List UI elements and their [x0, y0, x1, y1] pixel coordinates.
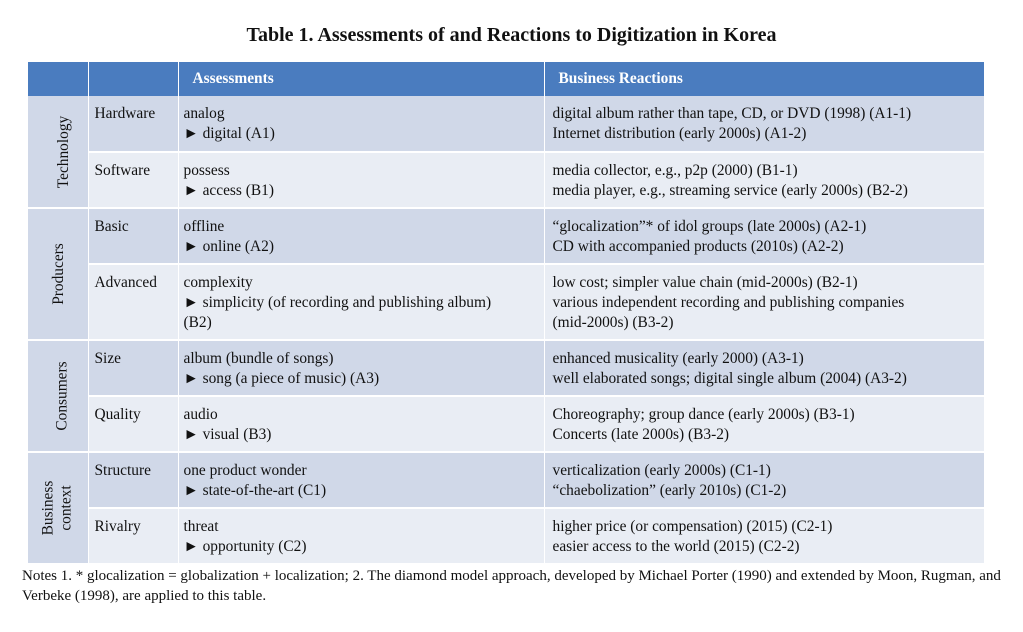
reaction-line: (mid-2000s) (B3-2) — [552, 314, 674, 331]
reaction-cell — [544, 340, 984, 396]
group-label: Consumers — [53, 361, 71, 431]
group-label: Business — [39, 480, 57, 535]
assessment-line: ► online (A2) — [183, 238, 274, 255]
assessment-line: possess — [183, 162, 230, 179]
reaction-cell — [544, 96, 984, 152]
header-business-reactions: Business Reactions — [544, 62, 984, 96]
row-label: Basic — [88, 208, 178, 264]
header-row — [28, 62, 984, 96]
assessment-line: offline — [183, 218, 225, 235]
digitization-table — [28, 62, 984, 565]
group-business-context — [28, 452, 88, 564]
reaction-line: media player, e.g., streaming service (early 2000s) (B2-2) — [552, 182, 908, 199]
assessment-line: ► visual (B3) — [183, 426, 272, 443]
group-technology — [28, 96, 88, 208]
row-label: Size — [88, 340, 178, 396]
reaction-line: verticalization (early 2000s) (C1-1) — [552, 462, 771, 479]
assessment-cell — [178, 208, 544, 264]
assessment-cell — [178, 96, 544, 152]
reaction-line: various independent recording and publishing companies — [552, 294, 905, 311]
row-label: Rivalry — [88, 508, 178, 564]
reaction-line: “glocalization”* of idol groups (late 2000s) (A2-1) — [552, 218, 867, 235]
table-row — [28, 96, 984, 152]
reaction-line: Internet distribution (early 2000s) (A1-2) — [552, 125, 807, 142]
row-label: Software — [88, 152, 178, 208]
assessment-line: ► song (a piece of music) (A3) — [183, 370, 380, 387]
assessment-cell — [178, 508, 544, 564]
reaction-line: higher price (or compensation) (2015) (C2-1) — [552, 518, 833, 535]
assessment-line: complexity — [183, 274, 253, 291]
table-row — [28, 340, 984, 396]
reaction-line: Choreography; group dance (early 2000s) (B3-1) — [552, 406, 855, 423]
table-row — [28, 208, 984, 264]
reaction-cell — [544, 508, 984, 564]
assessment-line: audio — [183, 406, 218, 423]
reaction-line: easier access to the world (2015) (C2-2) — [552, 538, 800, 555]
assessment-cell — [178, 152, 544, 208]
row-label: Advanced — [88, 264, 178, 340]
table-row — [28, 396, 984, 452]
header-blank-2 — [88, 62, 178, 96]
header-blank-1 — [28, 62, 88, 96]
assessment-line: analog — [183, 105, 225, 122]
assessment-line: ► simplicity (of recording and publishing album) — [183, 294, 492, 311]
reaction-line: CD with accompanied products (2010s) (A2-2) — [552, 238, 844, 255]
reaction-line: low cost; simpler value chain (mid-2000s) (B2-1) — [552, 274, 858, 291]
row-label: Structure — [88, 452, 178, 508]
reaction-line: digital album rather than tape, CD, or DVD (1998) (A1-1) — [552, 105, 912, 122]
reaction-cell — [544, 264, 984, 340]
assessment-line: threat — [183, 518, 219, 535]
reaction-line: media collector, e.g., p2p (2000) (B1-1) — [552, 162, 798, 179]
reaction-line: enhanced musicality (early 2000) (A3-1) — [552, 350, 804, 367]
table-notes: Notes 1. * glocalization = globalization + localization; 2. The diamond model approach, developed by Michael Porter (1990) and extended by Moon, Rugman, and Verbeke (1998), are applied to this table. — [22, 568, 1001, 604]
header-assessments: Assessments — [178, 62, 544, 96]
assessment-line: one product wonder — [183, 462, 307, 479]
assessment-line: (B2) — [183, 314, 212, 331]
row-label: Quality — [88, 396, 178, 452]
reaction-line: Concerts (late 2000s) (B3-2) — [552, 426, 730, 443]
assessment-line: ► opportunity (C2) — [183, 538, 307, 555]
group-producers — [28, 208, 88, 340]
group-label: Producers — [49, 243, 67, 305]
table-row — [28, 508, 984, 564]
table-row — [28, 452, 984, 508]
assessment-cell — [178, 396, 544, 452]
assessment-line: ► state-of-the-art (C1) — [183, 482, 327, 499]
group-consumers — [28, 340, 88, 452]
reaction-line: well elaborated songs; digital single album (2004) (A3-2) — [552, 370, 907, 387]
reaction-cell — [544, 152, 984, 208]
assessment-cell — [178, 264, 544, 340]
assessment-line: ► access (B1) — [183, 182, 274, 199]
table-row — [28, 152, 984, 208]
group-label: context — [57, 484, 75, 531]
group-label: Technology — [55, 115, 73, 188]
table-title: Table 1. Assessments of and Reactions to Digitization in Korea — [246, 24, 777, 46]
assessment-line: ► digital (A1) — [183, 125, 275, 142]
table-row — [28, 264, 984, 340]
assessment-cell — [178, 452, 544, 508]
row-label: Hardware — [88, 96, 178, 152]
reaction-cell — [544, 208, 984, 264]
reaction-line: “chaebolization” (early 2010s) (C1-2) — [552, 482, 787, 499]
reaction-cell — [544, 452, 984, 508]
assessment-cell — [178, 340, 544, 396]
reaction-cell — [544, 396, 984, 452]
assessment-line: album (bundle of songs) — [183, 350, 334, 367]
